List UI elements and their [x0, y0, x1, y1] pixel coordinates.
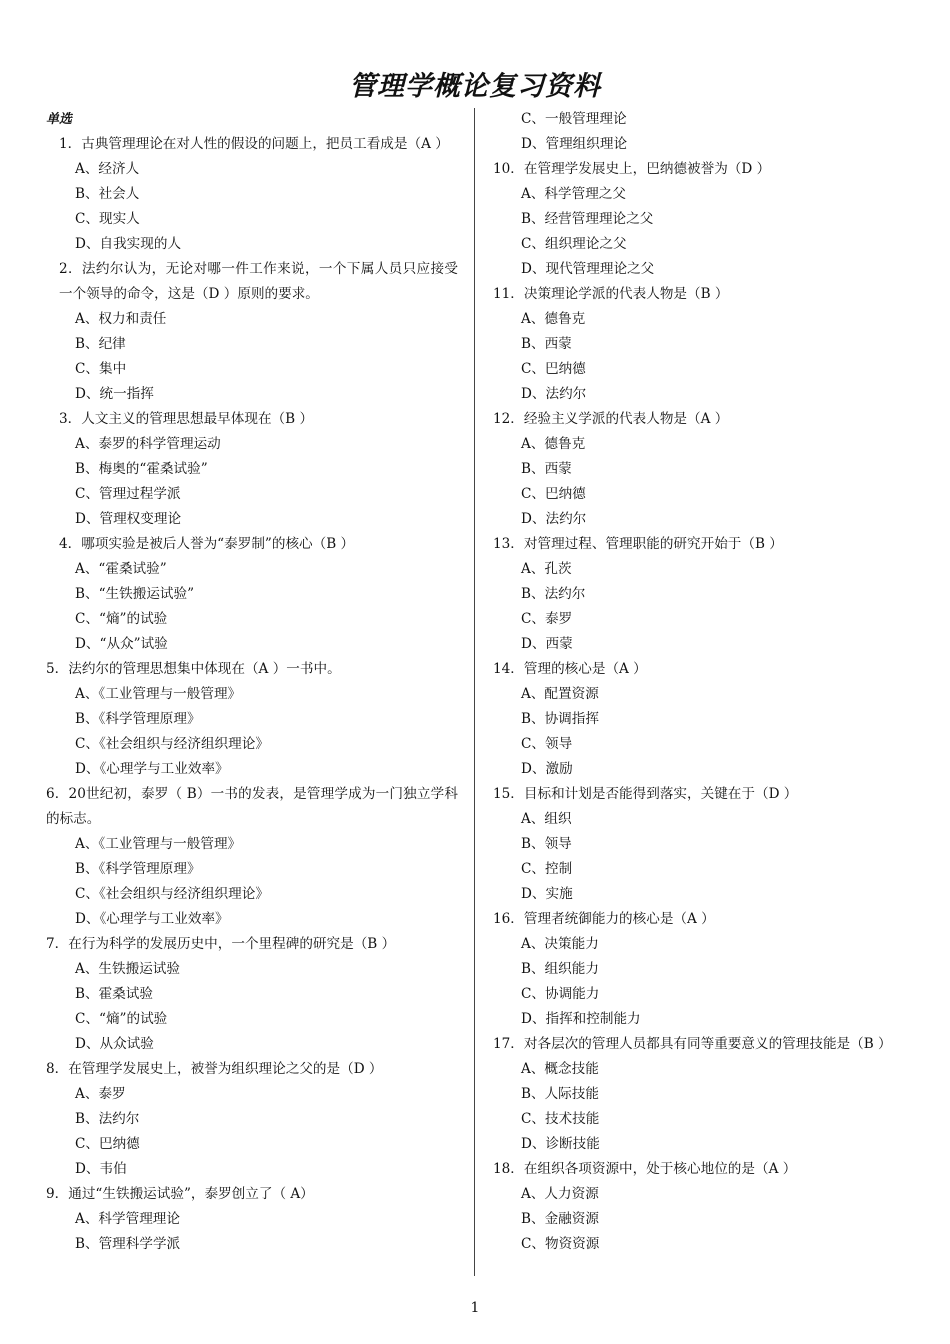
- answer-option: B、金融资源: [521, 1211, 599, 1227]
- answer-option: A、德鲁克: [521, 436, 586, 452]
- answer-option: A、概念技能: [521, 1061, 599, 1077]
- question-text: 16．管理者统御能力的核心是（A ）: [493, 911, 715, 927]
- answer-option: B、《科学管理原理》: [75, 711, 201, 727]
- answer-option: C、一般管理理论: [521, 111, 627, 127]
- answer-option: A、经济人: [75, 161, 140, 177]
- answer-option: A、人力资源: [521, 1186, 599, 1202]
- answer-option: D、管理权变理论: [75, 511, 182, 527]
- answer-option: B、纪律: [75, 336, 126, 352]
- answer-option: D、激励: [521, 761, 573, 777]
- answer-option: C、《社会组织与经济组织理论》: [75, 736, 269, 752]
- answer-option: B、梅奥的“霍桑试验”: [75, 461, 208, 477]
- answer-option: B、管理科学学派: [75, 1236, 181, 1252]
- answer-option: A、德鲁克: [521, 311, 586, 327]
- answer-option: B、法约尔: [75, 1111, 140, 1127]
- answer-option: D、“从众”试验: [75, 636, 168, 652]
- question-text: 17．对各层次的管理人员都具有同等重要意义的管理技能是（B ）: [493, 1036, 892, 1052]
- answer-option: B、霍桑试验: [75, 986, 153, 1002]
- document-title: 管理学概论复习资料: [349, 71, 601, 102]
- answer-option: A、“霍桑试验”: [75, 561, 167, 577]
- question-text: 6．20世纪初，泰罗（ B）一书的发表，是管理学成为一门独立学科的标志。: [46, 786, 458, 827]
- answer-option: B、西蒙: [521, 336, 572, 352]
- answer-option: C、协调能力: [521, 986, 600, 1002]
- answer-option: C、控制: [521, 861, 573, 877]
- question-text: 15．目标和计划是否能得到落实，关键在于（D ）: [493, 786, 798, 802]
- left-column: [46, 107, 458, 1257]
- answer-option: B、“生铁搬运试验”: [75, 586, 195, 602]
- answer-option: C、“熵”的试验: [75, 1011, 168, 1027]
- question-text: 14．管理的核心是（A ）: [493, 661, 647, 677]
- answer-option: D、实施: [521, 886, 573, 902]
- answer-option: C、领导: [521, 736, 573, 752]
- question-text: 1．古典管理理论在对人性的假设的问题上，把员工看成是（A ）: [59, 136, 449, 152]
- left-question-list: [46, 132, 458, 1257]
- answer-option: B、领导: [521, 836, 572, 852]
- answer-option: A、生铁搬运试验: [75, 961, 180, 977]
- answer-option: A、配置资源: [521, 686, 599, 702]
- answer-option: C、泰罗: [521, 611, 573, 627]
- question-text: 3．人文主义的管理思想最早体现在（B ）: [59, 411, 314, 427]
- answer-option: A、泰罗的科学管理运动: [75, 436, 221, 452]
- answer-option: B、西蒙: [521, 461, 572, 477]
- answer-option: D、诊断技能: [521, 1136, 600, 1152]
- answer-option: B、协调指挥: [521, 711, 599, 727]
- answer-option: B、经营管理理论之父: [521, 211, 654, 227]
- question-text: 5．法约尔的管理思想集中体现在（A ）一书中。: [46, 661, 341, 677]
- answer-option: B、组织能力: [521, 961, 599, 977]
- question-text: 12．经验主义学派的代表人物是（A ）: [493, 411, 729, 427]
- answer-option: A、科学管理理论: [75, 1211, 180, 1227]
- answer-option: D、指挥和控制能力: [521, 1011, 641, 1027]
- answer-option: D、从众试验: [75, 1036, 154, 1052]
- answer-option: C、技术技能: [521, 1111, 600, 1127]
- question-text: 11．决策理论学派的代表人物是（B ）: [493, 286, 729, 302]
- answer-option: D、韦伯: [75, 1161, 127, 1177]
- page-number: 1: [470, 1300, 480, 1316]
- answer-option: B、人际技能: [521, 1086, 599, 1102]
- answer-option: B、《科学管理原理》: [75, 861, 201, 877]
- question-text: 18．在组织各项资源中，处于核心地位的是（A ）: [493, 1161, 797, 1177]
- answer-option: C、物资资源: [521, 1236, 600, 1252]
- answer-option: A、权力和责任: [75, 311, 167, 327]
- answer-option: D、管理组织理论: [521, 136, 628, 152]
- right-column: [493, 107, 913, 1257]
- answer-option: C、巴纳德: [521, 361, 586, 377]
- question-text: 13．对管理过程、管理职能的研究开始于（B ）: [493, 536, 783, 552]
- section-label: 单选: [46, 112, 73, 127]
- answer-option: D、自我实现的人: [75, 236, 182, 252]
- question-text: 8．在管理学发展史上，被誉为组织理论之父的是（D ）: [46, 1061, 383, 1077]
- answer-option: C、组织理论之父: [521, 236, 627, 252]
- answer-option: A、泰罗: [75, 1086, 126, 1102]
- answer-option: D、法约尔: [521, 511, 587, 527]
- answer-option: A、孔茨: [521, 561, 572, 577]
- answer-option: D、现代管理理论之父: [521, 261, 655, 277]
- question-text: 9．通过“生铁搬运试验”，泰罗创立了（ A）: [46, 1186, 314, 1202]
- answer-option: C、“熵”的试验: [75, 611, 168, 627]
- answer-option: D、《心理学与工业效率》: [75, 761, 229, 777]
- answer-option: B、法约尔: [521, 586, 586, 602]
- question-text: 7．在行为科学的发展历史中，一个里程碑的研究是（B ）: [46, 936, 396, 952]
- column-divider: [474, 108, 475, 1276]
- answer-option: D、法约尔: [521, 386, 587, 402]
- answer-option: A、《工业管理与一般管理》: [75, 836, 242, 852]
- answer-option: C、现实人: [75, 211, 140, 227]
- question-text: 2．法约尔认为，无论对哪一件工作来说，一个下属人员只应接受一个领导的命令，这是（D ）原则的要求。: [59, 261, 458, 302]
- answer-option: C、巴纳德: [521, 486, 586, 502]
- answer-option: A、科学管理之父: [521, 186, 626, 202]
- answer-option: A、决策能力: [521, 936, 599, 952]
- question-text: 4．哪项实验是被后人誉为“泰罗制”的核心（B ）: [59, 536, 355, 552]
- right-question-list: [493, 107, 913, 1257]
- answer-option: C、《社会组织与经济组织理论》: [75, 886, 269, 902]
- answer-option: D、《心理学与工业效率》: [75, 911, 229, 927]
- answer-option: B、社会人: [75, 186, 140, 202]
- answer-option: D、西蒙: [521, 636, 573, 652]
- answer-option: C、巴纳德: [75, 1136, 140, 1152]
- answer-option: A、组织: [521, 811, 572, 827]
- answer-option: C、集中: [75, 361, 127, 377]
- answer-option: A、《工业管理与一般管理》: [75, 686, 242, 702]
- question-text: 10．在管理学发展史上，巴纳德被誉为（D ）: [493, 161, 771, 177]
- answer-option: C、管理过程学派: [75, 486, 181, 502]
- answer-option: D、统一指挥: [75, 386, 154, 402]
